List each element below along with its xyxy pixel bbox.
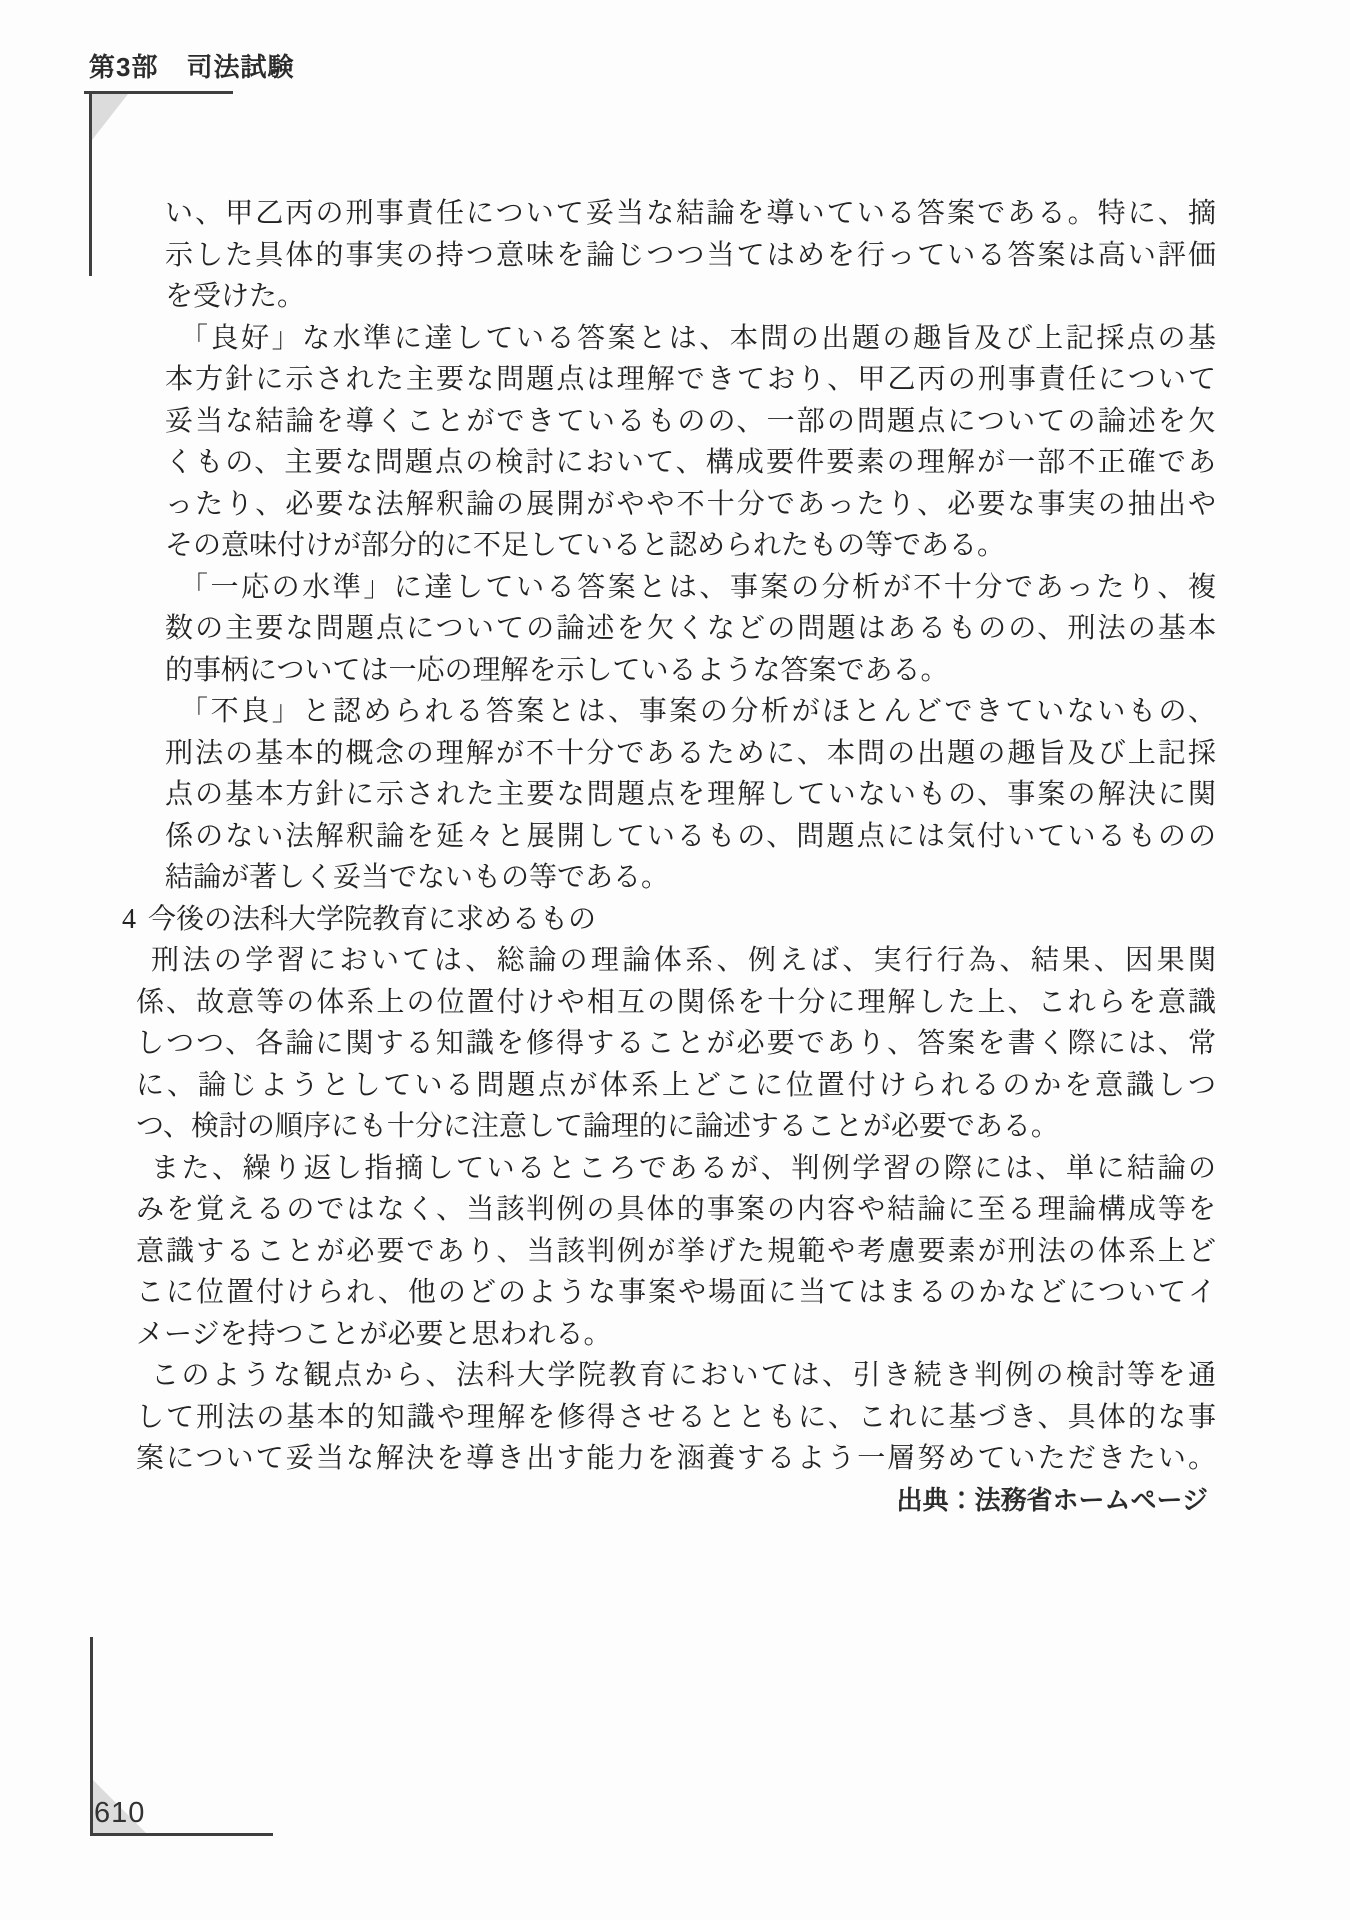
text-line: 本方針に示された主要な問題点は理解できており、甲乙丙の刑事責任について xyxy=(165,364,1216,395)
body-text xyxy=(122,193,1216,1521)
part-label: 第3部 xyxy=(89,52,159,82)
corner-triangle-top xyxy=(92,94,128,140)
paragraph xyxy=(165,193,1216,318)
section-number: 4 xyxy=(122,903,136,935)
grading-block xyxy=(165,193,1216,899)
footer-rule xyxy=(90,1833,273,1836)
chapter-title: 司法試験 xyxy=(186,52,295,82)
text-line: 刑法の基本的概念の理解が不十分であるために、本問の出題の趣旨及び上記採 xyxy=(165,737,1216,769)
text-line: 意識することが必要であり、当該判例が挙げた規範や考慮要素が刑法の体系上ど xyxy=(136,1235,1216,1267)
paragraph xyxy=(136,1355,1216,1480)
header-rule xyxy=(84,91,233,94)
text-line: に、論じようとしている問題点が体系上どこに位置付けられるのかを意識しつ xyxy=(136,1069,1216,1101)
paragraph xyxy=(165,691,1216,899)
text-line: い、甲乙丙の刑事責任について妥当な結論を導いている答案である。特に、摘 xyxy=(165,198,1216,229)
text-line: しつつ、各論に関する知識を修得することが必要であり、答案を書く際には、常 xyxy=(136,1028,1216,1059)
text-line: その意味付けが部分的に不足していると認められたもの等である。 xyxy=(165,530,1006,561)
text-line: メージを持つことが必要と思われる。 xyxy=(136,1318,612,1350)
text-line: こに位置付けられ、他のどのような事案や場面に当てはまるのかなどについてイ xyxy=(136,1277,1216,1308)
text-line: また、繰り返し指摘しているところであるが、判例学習の際には、単に結論の xyxy=(151,1152,1216,1184)
text-line: このような観点から、法科大学院教育においては、引き続き判例の検討等を通 xyxy=(151,1360,1216,1391)
text-line: して刑法の基本的知識や理解を修得させるとともに、これに基づき、具体的な事 xyxy=(136,1401,1216,1433)
advice-block xyxy=(136,940,1216,1480)
text-line: 刑法の学習においては、総論の理論体系、例えば、実行行為、結果、因果関 xyxy=(151,945,1216,976)
source-credit: 出典：法務省ホームページ xyxy=(896,1484,1208,1515)
text-line: 「不良」と認められる答案とは、事案の分析がほとんどできていないもの、 xyxy=(180,696,1216,727)
text-line: 示した具体的事実の持つ意味を論じつつ当てはめを行っている答案は高い評価 xyxy=(165,239,1216,271)
section-heading xyxy=(122,899,1216,941)
text-line: 「一応の水準」に達している答案とは、事案の分析が不十分であったり、複 xyxy=(180,571,1216,603)
paragraph xyxy=(136,940,1216,1148)
text-line: 点の基本方針に示された主要な問題点を理解していないもの、事案の解決に関 xyxy=(165,779,1216,810)
text-line: 係、故意等の体系上の位置付けや相互の関係を十分に理解した上、これらを意識 xyxy=(136,986,1216,1018)
text-line: を受けた。 xyxy=(165,281,306,312)
text-line: 案について妥当な解決を導き出す能力を涵養するよう一層努めていただきたい。 xyxy=(136,1443,1216,1474)
section-title: 今後の法科大学院教育に求めるもの xyxy=(148,903,597,935)
text-line: 妥当な結論を導くことができているものの、一部の問題点についての論述を欠 xyxy=(165,405,1216,437)
paragraph xyxy=(165,318,1216,567)
text-line: 数の主要な問題点についての論述を欠くなどの問題はあるものの、刑法の基本 xyxy=(165,613,1216,644)
text-line: つ、検討の順序にも十分に注意して論理的に論述することが必要である。 xyxy=(136,1111,1059,1142)
left-margin-rule-top xyxy=(89,91,92,276)
text-line: 的事柄については一応の理解を示しているような答案である。 xyxy=(165,654,949,686)
text-line: 「良好」な水準に達している答案とは、本問の出題の趣旨及び上記採点の基 xyxy=(180,322,1216,354)
text-line: 係のない法解釈論を延々と展開しているもの、問題点には気付いているものの xyxy=(165,820,1216,852)
paragraph xyxy=(165,567,1216,692)
left-margin-rule-bottom xyxy=(90,1637,93,1836)
text-line: 結論が著しく妥当でないもの等である。 xyxy=(165,862,670,893)
text-line: くもの、主要な問題点の検討において、構成要件要素の理解が一部不正確であ xyxy=(165,447,1216,478)
running-header xyxy=(89,52,294,82)
paragraph xyxy=(136,1148,1216,1356)
text-line: みを覚えるのではなく、当該判例の具体的事案の内容や結論に至る理論構成等を xyxy=(136,1194,1216,1225)
text-line: ったり、必要な法解釈論の展開がやや不十分であったり、必要な事実の抽出や xyxy=(165,488,1216,520)
page-number: 610 xyxy=(94,1797,146,1829)
